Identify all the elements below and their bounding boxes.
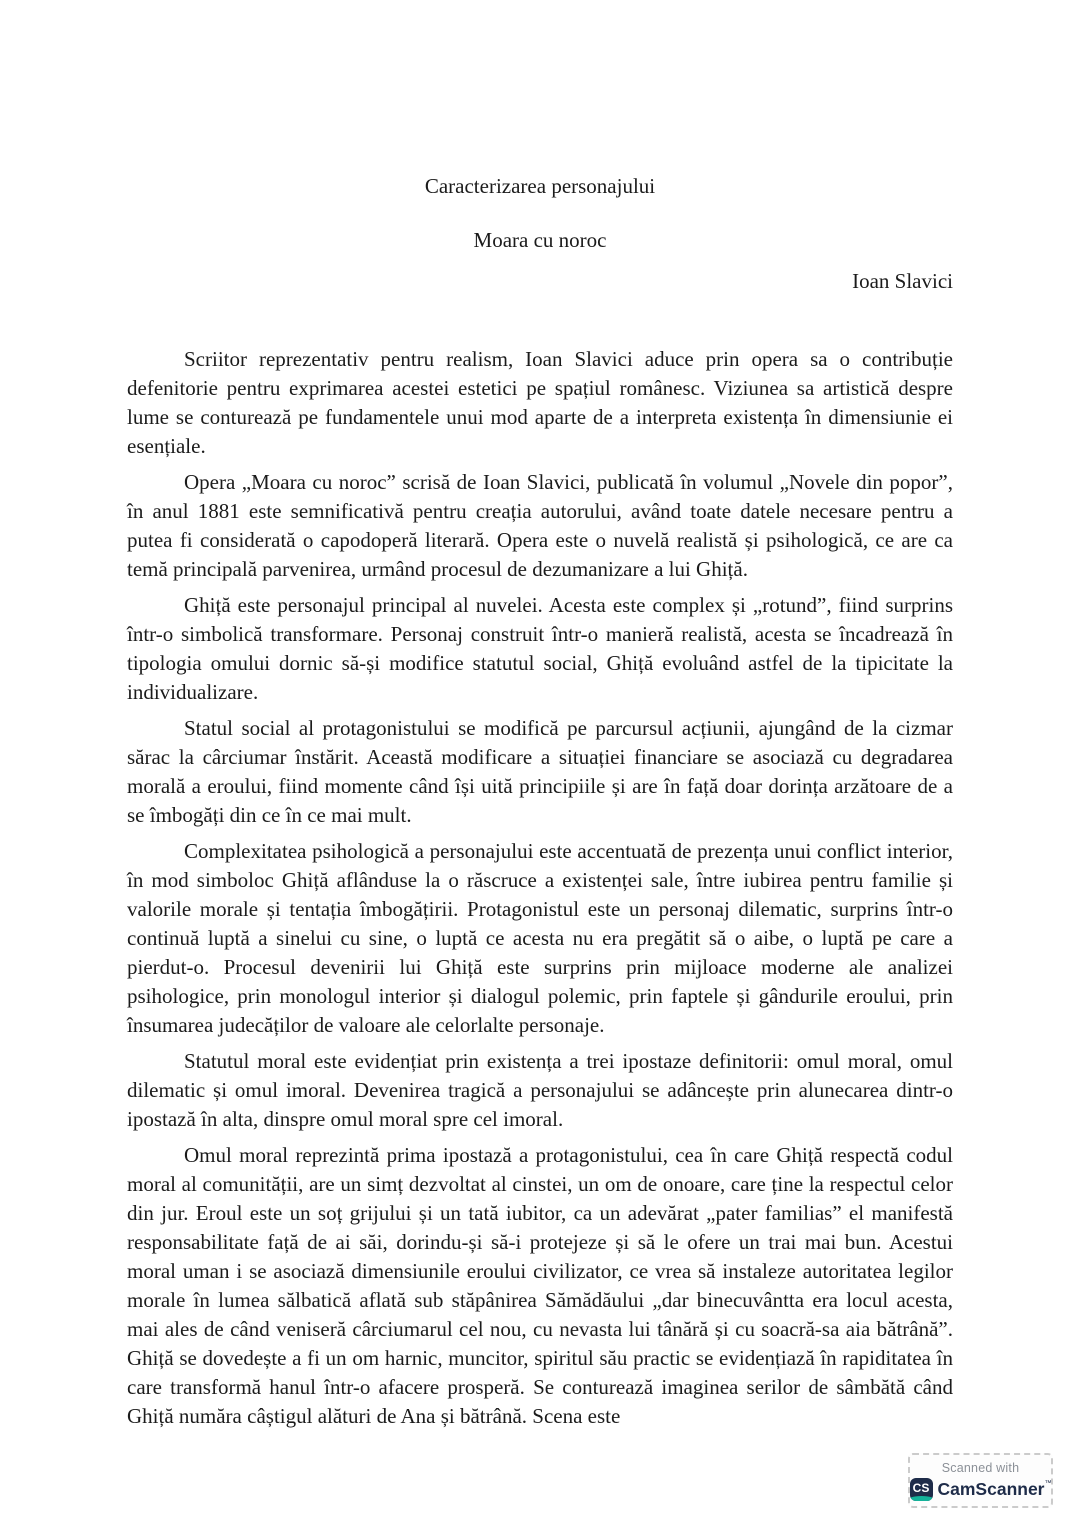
paragraph-1: Scriitor reprezentativ pentru realism, Ioan Slavici aduce prin opera sa o contribuție defenitorie pentru exprimarea acestei estetici pe spațiul românesc. Viziunea sa artistică despre lume se conturează pe fundamentele unui mod aparte de a interpreta existența în dimensiunie ei esențiale.	[127, 347, 953, 458]
cs-icon-letters: CS	[912, 1480, 930, 1495]
paragraph-5: Complexitatea psihologică a personajului este accentuată de prezența unui conflict interior, în mod simboloc Ghiță aflânduse la o răscruce a existenței sale, între iubirea pentru familie și valorile morale și tentația îmbogățirii. Protagonistul este un personaj dilematic, surprins într-o continuă luptă a sinelui cu sine, o luptă ce acesta nu era pregătit să o aibe, o luptă pe care a pierdut-o. Procesul devenirii lui Ghiță este surprins prin mijloace moderne ale analizei psihologice, prin monologul interior și dialogul polemic, prin faptele și gândurile eroului, prin însumarea judecăților de valoare ale celorlalte personaje.	[127, 839, 953, 1037]
camscanner-label: CamScanner™	[937, 1479, 1052, 1499]
paragraph-3: Ghiță este personajul principal al nuvelei. Acesta este complex și „rotund”, fiind surprins într-o simbolică transformare. Personaj construit într-o manieră realistă, acesta se încadrează în tipologia omului dornic să-și modifice statutul social, Ghiță evoluând astfel de la tipicitate la individualizare.	[127, 593, 953, 704]
document-title: Caracterizarea personajului	[424, 174, 656, 198]
document-subtitle: Moara cu noroc	[473, 228, 607, 252]
paragraph-2: Opera „Moara cu noroc” scrisă de Ioan Slavici, publicată în volumul „Novele din popor”, în anul 1881 este semnificativă pentru creația autorului, având toate datele necesare pentru a putea fi considerată o capodoperă literară. Opera este o nuvelă realistă și psihologică, ce are ca temă principală parvenirea, urmând procesul de dezumanizare a lui Ghiță.	[127, 470, 953, 581]
paragraph-4: Statul social al protagonistului se modifică pe parcursul acțiunii, ajungând de la cizmar sărac la cârciumar înstărit. Această modificare a situației financiare se asociază cu degradarea morală a eroului, fiind momente când își uită principiile și are în față doar dorința arzătoare de a se îmbogăți din ce în ce mai mult.	[127, 716, 953, 827]
author-byline: Ioan Slavici	[852, 269, 953, 293]
camscanner-logo-icon	[910, 1478, 933, 1501]
camscanner-badge[interactable]	[908, 1453, 1053, 1508]
essay-text	[127, 345, 953, 1431]
document-body	[127, 173, 953, 1438]
scanned-with-label: Scanned with	[941, 1460, 1020, 1475]
camscanner-brand-row	[910, 1478, 1052, 1501]
paragraph-6: Statutul moral este evidențiat prin existența a trei ipostaze definitorii: omul moral, omul dilematic și omul imoral. Devenirea tragică a personajului se adâncește prin alunecarea dintr-o ipostază în alta, dinspre omul moral spre cel imoral.	[127, 1049, 953, 1131]
paragraph-7: Omul moral reprezintă prima ipostază a protagonistului, cea în care Ghiță respectă codul moral al comunității, are un simț dezvoltat al cinstei, un om de onoare, care ține la respectul celor din jur. Eroul este un soț grijului și un tată iubitor, ca un adevărat „pater familias” el manifestă responsabilitate față de ai săi, dorindu-și să-i protejeze și să le ofere un trai mai bun. Acestui moral uman i se asociază dimensiunile eroului civilizator, ce vrea să instaleze autoritatea legilor morale în lumea sălbatică aflată sub stăpânirea Sămădăului „dar binecuvântta era locul acesta, mai ales de când veniseră cârciumarul cel nou, cu nevasta lui tânără și cu soacră-sa aia bătrână”. Ghiță se dovedește a fi un om harnic, muncitor, spiritul său practic se evidențiază în rapiditatea în care transformă hanul într-o afacere prosperă. Se conturează imaginea serilor de sâmbătă când Ghiță număra câștigul alături de Ana și bătrână. Scena este	[127, 1143, 953, 1428]
trademark-symbol: ™	[1044, 1480, 1052, 1487]
